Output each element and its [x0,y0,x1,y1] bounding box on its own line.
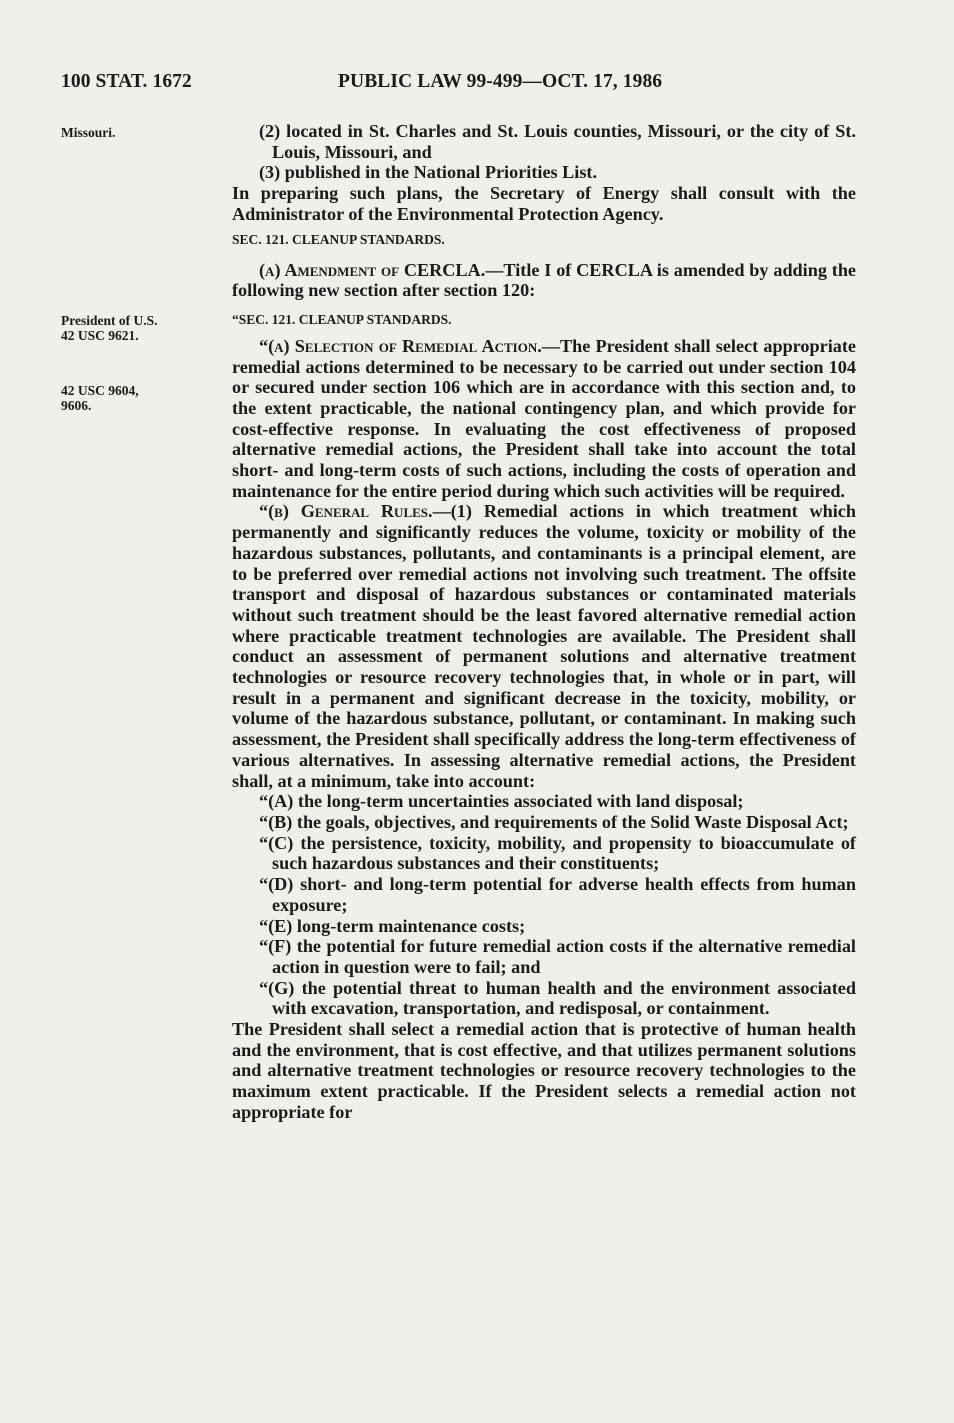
paragraph-consult: In preparing such plans, the Secretary of Energy shall consult with the Administrator of the Environmental Protection Agency. [232,183,856,224]
section-heading: SEC. 121. CLEANUP STANDARDS. [232,232,445,247]
subsection-b-lead: “(b) General Rules. [259,501,433,522]
amendment-lead: (a) Amendment of [259,259,400,280]
margin-note-missouri: Missouri. [61,125,116,140]
subsection-a-lead: “(a) Selection of Remedial Action. [259,335,542,356]
margin-note-usc-line2: 9606. [61,398,92,413]
quoted-section-heading: “SEC. 121. CLEANUP STANDARDS. [232,312,452,328]
list-item-c: “(C) the persistence, toxicity, mobility, and propensity to bioaccumulate of such hazardous substances and their constituents; [259,832,856,874]
subsection-b-text: —(1) Remedial actions in which treatment which permanently and significantly reduces the volume, toxicity or mobility of the hazardous substances, pollutants, and contaminants is a principal element, are to be preferred over remedial actions not involving such treatment. The offsite transport and disposal of hazardous substances or contaminated materials without such treatment should be the least favored alternative remedial action where practicable treatment technologies are available. The President shall conduct an assessment of permanent solutions and alternative treatment technologies or resource recovery technologies that, in whole or in part, will result in a permanent and significant decrease in the toxicity, mobility, or volume of the hazardous substance, pollutant, or contaminant. In making such assessment, the President shall specifically address the long-term effectiveness of various alternatives. In assessing alternative remedial actions, the President shall, at a minimum, take into account: [232,501,856,791]
block-missouri-plans [232,121,856,225]
list-item-f: “(F) the potential for future remedial action costs if the alternative remedial action in question were to fail; and [259,936,856,977]
list-item-d: “(D) short- and long-term potential for adverse health effects from human exposure; [259,874,856,915]
page-running-title: PUBLIC LAW 99-499—OCT. 17, 1986 [338,71,663,92]
list-item-a: “(A) the long-term uncertainties associated with land disposal; [259,791,744,812]
margin-note-president-line2: 42 USC 9621. [61,328,139,343]
closing-paragraph: The President shall select a remedial action that is protective of human health and the environment, that is cost effective, and that utilizes permanent solutions and alternative treatment technologies or resource recovery technologies to the maximum extent practicable. If the President selects a remedial action not appropriate for [232,1019,856,1122]
margin-note-president-line1: President of U.S. [61,313,158,328]
margin-note-usc [61,383,221,413]
page-stat-citation: 100 STAT. 1672 [61,71,192,92]
section-121 [232,230,856,1123]
margin-note-usc-line1: 42 USC 9604, [61,383,139,398]
list-item-b: “(B) the goals, objectives, and requirements of the Solid Waste Disposal Act; [259,811,849,832]
subsection-a [232,336,856,502]
list-item-e: “(E) long-term maintenance costs; [259,915,526,936]
list-item-g: “(G) the potential threat to human health and the environment associated with excavation, transportation, and redisposal, or containment. [259,977,856,1019]
margin-note-president [61,313,221,343]
amendment-text: CERCLA.—Title I of CERCLA is amended by adding the following new section after section 120: [232,259,857,301]
item-published: (3) published in the National Priorities List. [259,162,598,183]
subsection-a-text: —The President shall select appropriate remedial actions determined to be necessary to be carried out under section 104 or secured under section 106 which are in accordance with this section and, to the extent practicable, the national contingency plan, and which provide for cost-effective response. In evaluating the cost effectiveness of proposed alternative remedial actions, the President shall take into account the total short- and long-term costs of such actions, including the costs of operation and maintenance for the entire period during which such activities will be required. [232,335,856,501]
amendment-paragraph [232,260,856,301]
subsection-b [232,501,856,791]
item-located: (2) located in St. Charles and St. Louis counties, Missouri, or the city of St. Louis, Missouri, and [259,121,856,162]
